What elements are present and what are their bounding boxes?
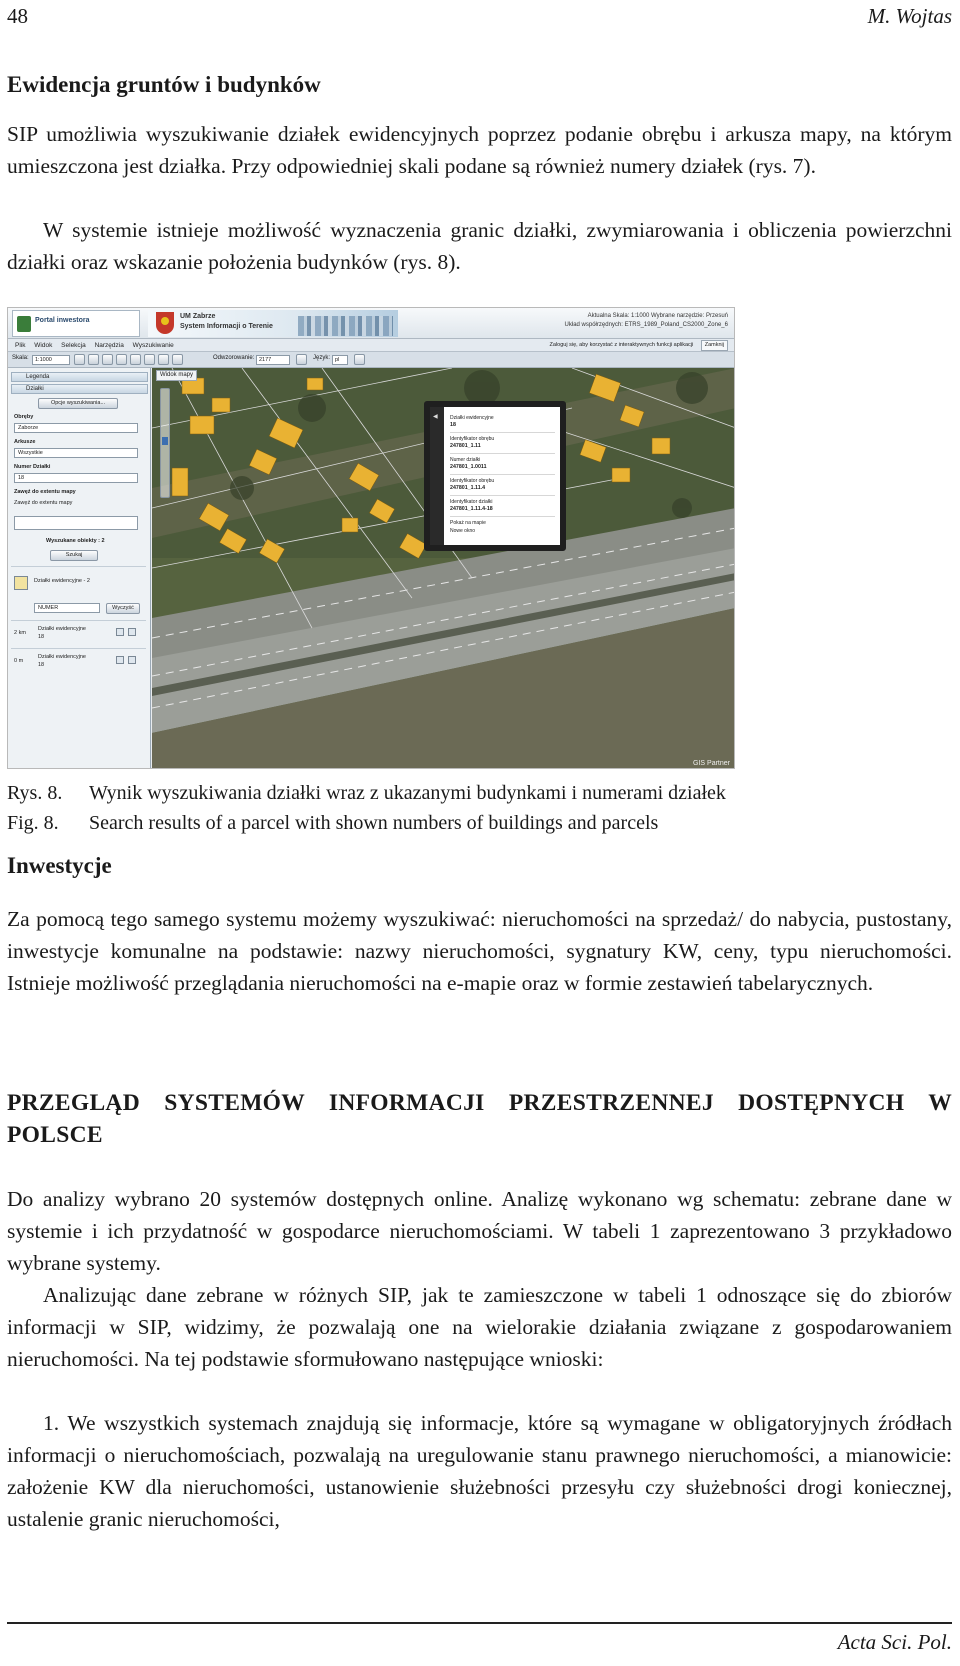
gis-menu-bar bbox=[8, 339, 734, 352]
zoom-to-icon[interactable] bbox=[116, 656, 124, 664]
details-icon[interactable] bbox=[128, 628, 136, 636]
results-header: Działki ewidencyjne - 2 bbox=[34, 578, 90, 584]
pan-icon[interactable] bbox=[102, 354, 113, 365]
zoom-slider[interactable] bbox=[160, 388, 170, 498]
language-select[interactable]: pl bbox=[332, 355, 348, 365]
scale-info-line2: Układ współrzędnych: ETRS_1989_Poland_CS2000_Zone_6 bbox=[564, 322, 728, 328]
caption-label-en: Fig. 8. bbox=[7, 812, 59, 834]
caption-label-pl: Rys. 8. bbox=[7, 782, 63, 804]
search-options-tab[interactable]: Opcje wyszukiwania... bbox=[38, 398, 118, 409]
portal-logo-icon bbox=[17, 316, 31, 332]
popup-line: 247801_1.0011 bbox=[450, 464, 487, 470]
popup-line: Numer działki bbox=[450, 457, 481, 463]
extent-label: Zawęź do extentu mapy bbox=[14, 489, 76, 495]
help-icon[interactable] bbox=[354, 354, 365, 365]
close-app-button[interactable]: Zamknij bbox=[701, 340, 728, 351]
parcel-layer-icon bbox=[14, 576, 28, 590]
running-head bbox=[7, 4, 952, 34]
menu-item-plik[interactable]: Plik bbox=[15, 342, 26, 349]
popup-separator bbox=[450, 495, 555, 496]
paragraph-przeglad-3-text: 1. We wszystkich systemach znajdują się informacje, które są wymagane w obligatoryjnych źródłach informacji o nieruchomościach, pozwalają na uregulowanie stanu prawnego nieruchomości, a mianowicie: założenie KW dla nieruchomości, ustanowienie służebności przesyłu czy służebności drogi koniecznej, ustalenie granic nieruchomości, bbox=[7, 1411, 952, 1531]
result-row-2-name[interactable]: Działki ewidencyjne bbox=[38, 654, 86, 660]
print-icon[interactable] bbox=[158, 354, 169, 365]
popup-line: Identyfikator obrębu bbox=[450, 436, 495, 442]
home-icon[interactable] bbox=[172, 354, 183, 365]
refresh-icon[interactable] bbox=[296, 354, 307, 365]
scale-select[interactable]: 1:1000 bbox=[32, 355, 70, 365]
arkusz-label: Arkusze bbox=[14, 439, 36, 445]
zoom-to-icon[interactable] bbox=[116, 628, 124, 636]
scale-label: Skala: bbox=[12, 355, 29, 361]
figure-gis-screenshot bbox=[7, 307, 735, 769]
language-label: Język: bbox=[313, 355, 331, 361]
footer-rule bbox=[7, 1622, 952, 1624]
menu-item-selekcja[interactable]: Selekcja bbox=[61, 342, 86, 349]
caption-text-en: Search results of a parcel with shown numbers of buildings and parcels bbox=[89, 812, 659, 834]
parcel-number-label: Numer Działki bbox=[14, 464, 51, 470]
popup-new-window-link[interactable]: Nowe okno bbox=[450, 528, 476, 534]
popup-line: Działki ewidencyjne bbox=[450, 415, 494, 421]
extent-checkbox[interactable]: Zawęź do extentu mapy bbox=[14, 500, 73, 506]
map-copyright: GIS Partner bbox=[693, 760, 730, 767]
popup-line: 247801_1.11.4 bbox=[450, 485, 486, 491]
popup-line: 18 bbox=[450, 422, 456, 428]
map-view-tab[interactable]: Widok mapy bbox=[156, 370, 197, 381]
popup-line: 247801_1.11 bbox=[450, 443, 481, 449]
search-button[interactable]: Szukaj bbox=[50, 550, 98, 561]
running-head-author: M. Wojtas bbox=[867, 4, 952, 28]
paragraph-inwestycje: Za pomocą tego samego systemu możemy wyszukiwać: nieruchomości na sprzedaż/ do nabycia, pustostany, inwestycje komunalne na podstawie: nazwy nieruchomości, sygnatury KW, ceny, typu nieruchomości. Istnieje możliwość przeglądania nieruchomości na e-mapie oraz w formie zestawień tabelarycznych. bbox=[7, 907, 952, 995]
gis-toolbar bbox=[8, 352, 734, 368]
zoom-in-icon[interactable] bbox=[74, 354, 85, 365]
page bbox=[7, 0, 952, 1666]
legend-panel-header[interactable]: Legenda bbox=[11, 372, 148, 382]
city-name: UM Zabrze bbox=[180, 313, 216, 320]
select-icon[interactable] bbox=[116, 354, 127, 365]
city-banner bbox=[148, 310, 398, 337]
results-count: Wyszukane obiekty : 2 bbox=[46, 538, 105, 544]
parcels-panel-header[interactable]: Działki bbox=[11, 384, 148, 394]
arkusz-select[interactable]: Wszystkie bbox=[14, 448, 138, 458]
info-icon[interactable] bbox=[144, 354, 155, 365]
parcel-number-input[interactable]: 18 bbox=[14, 473, 138, 483]
scale-info-line1: Aktualna Skala: 1:1000 Wybrane narzędzie: Przesuń bbox=[587, 313, 728, 319]
menu-item-wyszukiwanie[interactable]: Wyszukiwanie bbox=[132, 342, 174, 349]
popup-line: Identyfikator działki bbox=[450, 499, 493, 505]
obreb-select[interactable]: Zaborze bbox=[14, 423, 138, 433]
sort-select[interactable]: NUMER bbox=[34, 603, 100, 613]
row-divider bbox=[11, 648, 146, 649]
footer-journal-name: Acta Sci. Pol. bbox=[837, 1630, 952, 1654]
results-divider bbox=[11, 620, 146, 621]
result-row-1-name[interactable]: Działki ewidencyjne bbox=[38, 626, 86, 632]
login-link[interactable]: Zaloguj się, aby korzystać z interaktywnych funkcji aplikacji bbox=[549, 342, 694, 348]
system-name: System Informacji o Terenie bbox=[180, 323, 273, 330]
projection-label: Odwzorowanie: bbox=[213, 355, 255, 361]
paragraph-ewidencja-1: SIP umożliwia wyszukiwanie działek ewidencyjnych poprzez podanie obrębu i arkusza mapy, na którym umieszczona jest działka. Przy odpowiedniej skali podane są również numery działek (rys. 7). bbox=[7, 122, 952, 178]
projection-select[interactable]: 2177 bbox=[256, 355, 290, 365]
page-number: 48 bbox=[7, 4, 28, 28]
result-row-2-value: 18 bbox=[38, 662, 45, 668]
menu-item-narzedzia[interactable]: Narzędzia bbox=[94, 342, 124, 349]
obreb-label: Obręby bbox=[14, 414, 34, 420]
popup-line: Identyfikator obrębu bbox=[450, 478, 495, 484]
paragraph-przeglad-1: Do analizy wybrano 20 systemów dostępnych online. Analizę wykonano wg schematu: zebrane dane w systemie i ich przydatność w gospodarce nieruchomościami. W tabeli 1 zaprezentowano 3 przykładowo wybrane systemy. bbox=[7, 1187, 952, 1275]
result-row-1-value: 18 bbox=[38, 634, 45, 640]
section-title-inwestycje: Inwestycje bbox=[7, 853, 112, 878]
menu-right-links bbox=[543, 339, 728, 352]
portal-logo bbox=[12, 310, 140, 337]
portal-name: Portal inwestora bbox=[35, 317, 90, 324]
paragraph-przeglad-2 bbox=[7, 1279, 952, 1375]
popup-separator bbox=[450, 474, 555, 475]
popup-show-on-map-link[interactable]: Pokaż na mapie bbox=[450, 520, 486, 526]
figure-caption-pl bbox=[7, 777, 726, 809]
paragraph-ewidencja-2-text: W systemie istnieje możliwość wyznaczenia granic działki, zwymiarowania i obliczenia powierzchni działki oraz wskazanie położenia budynków (rys. 8). bbox=[7, 218, 952, 274]
figure-caption-en bbox=[7, 807, 658, 839]
sidebar-divider bbox=[11, 566, 146, 567]
scale-info bbox=[565, 312, 728, 330]
city-crest-icon bbox=[156, 312, 174, 334]
skyline-image bbox=[298, 316, 393, 336]
zoom-out-icon[interactable] bbox=[88, 354, 99, 365]
menu-item-widok[interactable]: Widok bbox=[34, 342, 53, 349]
gis-sidebar bbox=[8, 368, 151, 769]
gis-header bbox=[8, 308, 734, 339]
section-title-ewidencja: Ewidencja gruntów i budynków bbox=[7, 72, 321, 97]
gis-map-view[interactable] bbox=[152, 368, 735, 769]
parcel-info-popup bbox=[424, 401, 566, 551]
result-row-1-distance: 2 km bbox=[14, 630, 26, 636]
extent-box[interactable] bbox=[14, 516, 138, 530]
popup-separator bbox=[450, 453, 555, 454]
popup-line: 247801_1.11.4-18 bbox=[450, 506, 493, 512]
result-row-2-distance: 0 m bbox=[14, 658, 24, 664]
section-heading-przeglad: PRZEGLĄD SYSTEMÓW INFORMACJI PRZESTRZENNEJ DOSTĘPNYCH W POLSCE bbox=[7, 1090, 952, 1148]
measure-icon[interactable] bbox=[130, 354, 141, 365]
clear-button[interactable]: Wyczyść bbox=[106, 603, 140, 614]
paragraph-przeglad-3 bbox=[7, 1407, 952, 1535]
paragraph-przeglad-2-text: Analizując dane zebrane w różnych SIP, jak te zamieszczone w tabeli 1 odnoszące się do zbiorów informacji w SIP, widzimy, że pozwalają one na wielorakie działania związane z gospodarowaniem nieruchomości. Na tej podstawie sformułowano następujące wnioski: bbox=[7, 1283, 952, 1371]
popup-separator bbox=[450, 432, 555, 433]
caption-text-pl: Wynik wyszukiwania działki wraz z ukazanymi budynkami i numerami działek bbox=[89, 782, 726, 804]
details-icon[interactable] bbox=[128, 656, 136, 664]
popup-separator bbox=[450, 516, 555, 517]
popup-back-icon[interactable] bbox=[430, 407, 444, 545]
paragraph-ewidencja-2 bbox=[7, 214, 952, 278]
